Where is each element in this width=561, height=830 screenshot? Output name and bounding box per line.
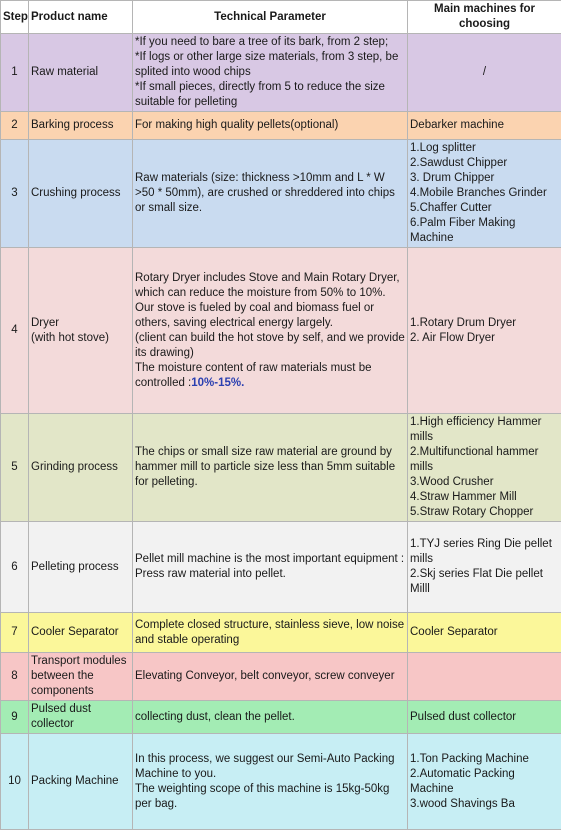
table-row [1, 248, 561, 414]
main-machines [408, 248, 561, 414]
machine-item: 5.Chaffer Cutter [410, 201, 559, 216]
product-name [29, 653, 133, 701]
machine-item: 2. Air Flow Dryer [410, 331, 559, 346]
technical-parameter-line: Our stove is fueled by coal and biomass fuel or others, saving electrical energy largely. [135, 301, 405, 331]
technical-parameter [133, 140, 408, 248]
technical-parameter-line: Raw materials (size: thickness >10mm and L * W >50 * 50mm), are crushed or shreddered into chips or small size. [135, 171, 405, 216]
machine-item: 1.High efficiency Hammer mills [410, 415, 559, 445]
main-machines [408, 734, 561, 830]
main-machines [408, 653, 561, 701]
step-number: 2 [1, 112, 29, 140]
main-machines [408, 414, 561, 522]
machine-item: 1.Rotary Drum Dryer [410, 316, 559, 331]
header-technical-parameter: Technical Parameter [133, 1, 408, 34]
technical-parameter-line: *If you need to bare a tree of its bark, from 2 step; [135, 35, 405, 50]
technical-parameter [133, 734, 408, 830]
table-row [1, 414, 561, 522]
technical-parameter [133, 248, 408, 414]
step-number: 4 [1, 248, 29, 414]
machine-item: 4.Mobile Branches Grinder [410, 186, 559, 201]
product-name [29, 112, 133, 140]
machine-item: Cooler Separator [410, 625, 559, 640]
product-name [29, 414, 133, 522]
main-machines [408, 613, 561, 653]
technical-parameter [133, 414, 408, 522]
machine-item: Pulsed dust collector [410, 710, 559, 725]
header-step: Step [1, 1, 29, 34]
technical-parameter-line: collecting dust, clean the pellet. [135, 710, 405, 725]
moisture-highlight: 10%-15%. [191, 377, 244, 389]
machine-item: 2.Automatic Packing Machine [410, 767, 559, 797]
product-name-line: Packing Machine [31, 774, 130, 789]
header-main-machines: Main machines for choosing [408, 1, 561, 34]
product-name-line: Raw material [31, 65, 130, 80]
product-name [29, 613, 133, 653]
main-machines [408, 140, 561, 248]
product-name-line: Cooler Separator [31, 625, 130, 640]
header-product-name: Product name [29, 1, 133, 34]
technical-parameter-line: Pellet mill machine is the most important equipment : Press raw material into pellet. [135, 552, 405, 582]
table-row [1, 734, 561, 830]
main-machines [408, 34, 561, 112]
product-name-line: Barking process [31, 118, 130, 133]
table-body [1, 34, 561, 830]
product-name [29, 701, 133, 734]
machine-item: Debarker machine [410, 118, 559, 133]
machine-item: 2.Sawdust Chipper [410, 156, 559, 171]
product-name [29, 248, 133, 414]
technical-parameter-line: Rotary Dryer includes Stove and Main Rotary Dryer, which can reduce the moisture from 50% to 10%. [135, 271, 405, 301]
product-name [29, 34, 133, 112]
product-name-line: Pulsed dust collector [31, 702, 130, 732]
technical-parameter-line: The moisture content of raw materials must be controlled :10%-15%. [135, 361, 405, 391]
table-row [1, 701, 561, 734]
machine-item: 1.Ton Packing Machine [410, 752, 559, 767]
main-machines [408, 701, 561, 734]
table-row [1, 522, 561, 613]
step-number: 8 [1, 653, 29, 701]
table-row [1, 112, 561, 140]
table-row [1, 34, 561, 112]
product-name-line: Crushing process [31, 186, 130, 201]
machine-item: 3.Wood Crusher [410, 475, 559, 490]
technical-parameter [133, 613, 408, 653]
product-name-line: Pelleting process [31, 560, 130, 575]
technical-parameter-line: The weighting scope of this machine is 15kg-50kg per bag. [135, 782, 405, 812]
product-name-line: Transport modules between the components [31, 654, 130, 699]
product-name [29, 522, 133, 613]
machine-item: / [410, 65, 559, 80]
technical-parameter-line: *If logs or other large size materials, from 3 step, be splited into wood chips [135, 50, 405, 80]
product-name-line: Dryer [31, 316, 130, 331]
technical-parameter [133, 701, 408, 734]
step-number: 7 [1, 613, 29, 653]
technical-parameter-line: *If small pieces, directly from 5 to reduce the size suitable for pelleting [135, 80, 405, 110]
product-name [29, 734, 133, 830]
machine-item: 3. Drum Chipper [410, 171, 559, 186]
step-number: 1 [1, 34, 29, 112]
technical-parameter-line: The chips or small size raw material are ground by hammer mill to particle size less than 5mm suitable for pelleting. [135, 445, 405, 490]
technical-parameter-line: (client can build the hot stove by self, and we provide its drawing) [135, 331, 405, 361]
step-number: 3 [1, 140, 29, 248]
step-number: 6 [1, 522, 29, 613]
machine-item: 4.Straw Hammer Mill [410, 490, 559, 505]
technical-parameter-line: In this process, we suggest our Semi-Auto Packing Machine to you. [135, 752, 405, 782]
technical-parameter [133, 522, 408, 613]
machine-item: 1.TYJ series Ring Die pellet mills [410, 537, 559, 567]
technical-parameter [133, 34, 408, 112]
product-name-line: Grinding process [31, 460, 130, 475]
step-number: 10 [1, 734, 29, 830]
table-row [1, 613, 561, 653]
step-number: 5 [1, 414, 29, 522]
table-row [1, 140, 561, 248]
product-name-line: (with hot stove) [31, 331, 130, 346]
technical-parameter-line: Complete closed structure, stainless sieve, low noise and stable operating [135, 618, 405, 648]
machine-item: 5.Straw Rotary Chopper [410, 505, 559, 520]
machine-item: 2.Skj series Flat Die pellet Milll [410, 567, 559, 597]
product-name [29, 140, 133, 248]
main-machines [408, 522, 561, 613]
step-number: 9 [1, 701, 29, 734]
technical-parameter-line: Elevating Conveyor, belt conveyor, screw conveyer [135, 669, 405, 684]
machine-item: 2.Multifunctional hammer mills [410, 445, 559, 475]
machine-item: 6.Palm Fiber Making Machine [410, 216, 559, 246]
technical-parameter [133, 112, 408, 140]
machine-item: 3.wood Shavings Ba [410, 797, 559, 812]
technical-parameter-line: For making high quality pellets(optional) [135, 118, 405, 133]
technical-parameter [133, 653, 408, 701]
table-row [1, 653, 561, 701]
machine-item: 1.Log splitter [410, 141, 559, 156]
header-row [1, 1, 561, 34]
main-machines [408, 112, 561, 140]
